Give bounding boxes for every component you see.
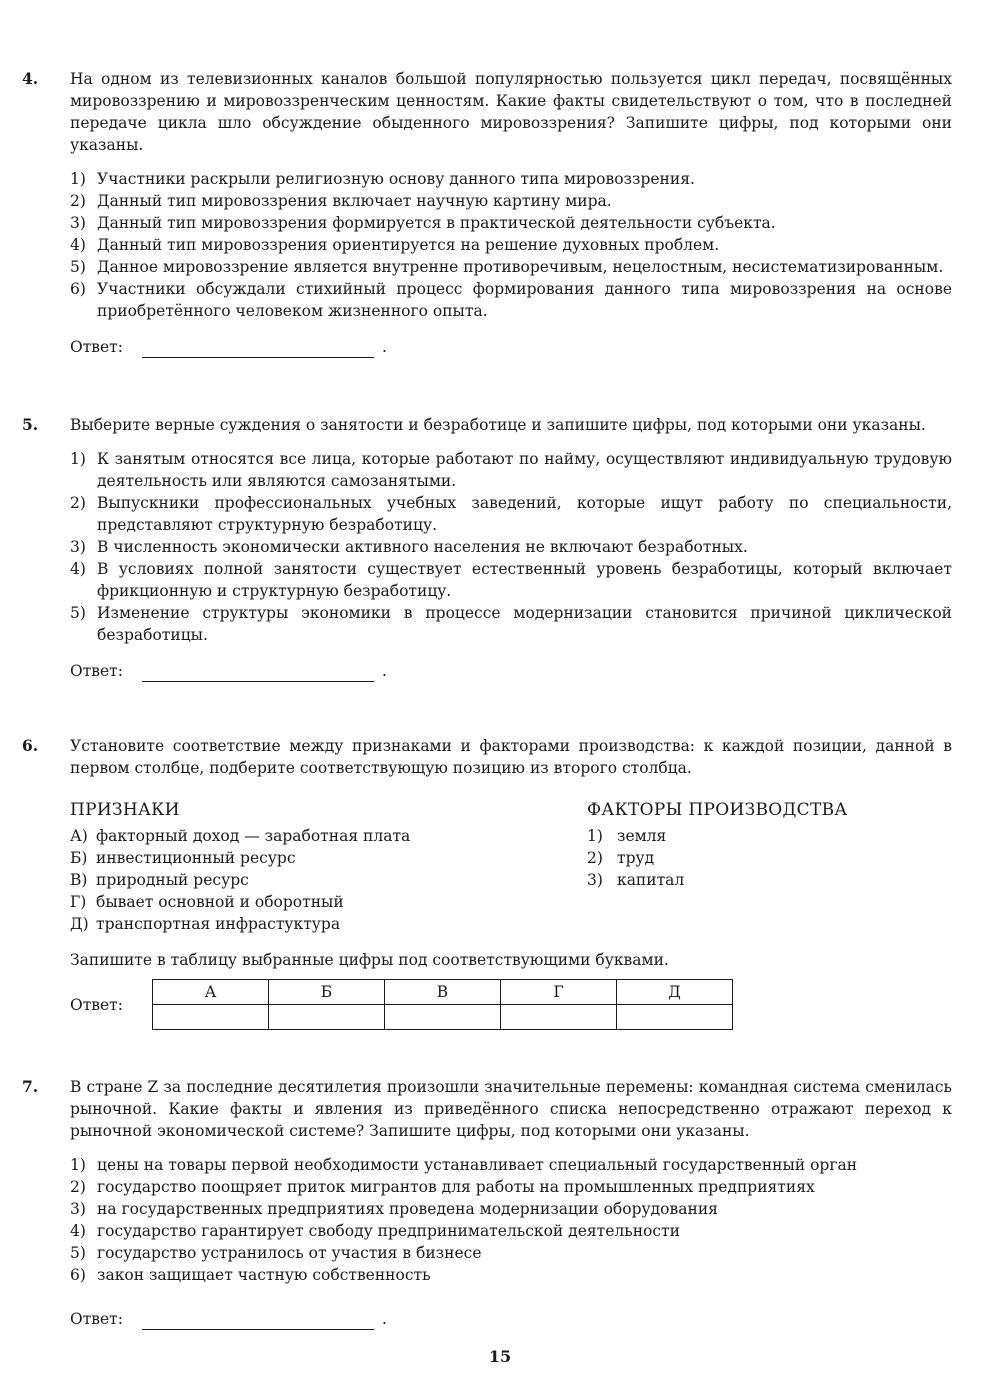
table-header-cell: Б bbox=[269, 980, 385, 1005]
answer-field[interactable] bbox=[142, 341, 374, 358]
matching-columns bbox=[70, 799, 952, 935]
answer-table-row bbox=[70, 979, 952, 1030]
feature-item: В) природный ресурс bbox=[70, 871, 249, 889]
option: 1) цены на товары первой необходимости устанавливает специальный государственный орган bbox=[70, 1156, 858, 1174]
answer-field[interactable] bbox=[142, 1313, 374, 1330]
answer-dot: . bbox=[382, 662, 387, 680]
table-instruction: Запишите в таблицу выбранные цифры под соответствующими буквами. bbox=[70, 951, 669, 969]
option: 3) Данный тип мировоззрения формируется в практической деятельности субъекта. bbox=[70, 214, 776, 232]
option: 1) К занятым относятся все лица, которые работают по найму, осуществляют индивидуальную трудовую деятельность или являются самозанятыми. bbox=[70, 450, 952, 490]
factor-item: 3) капитал bbox=[587, 871, 685, 889]
option: 6) закон защищает частную собственность bbox=[70, 1266, 431, 1284]
task-number: 5. bbox=[22, 415, 39, 434]
answer-row bbox=[70, 660, 952, 682]
answer-label: Ответ: bbox=[70, 1310, 123, 1328]
options-list bbox=[70, 448, 952, 646]
answer-label: Ответ: bbox=[70, 338, 123, 356]
answer-dot: . bbox=[382, 338, 387, 356]
answer-cell[interactable] bbox=[501, 1005, 617, 1030]
option: 5) Изменение структуры экономики в процессе модернизации становится причиной циклической безработицы. bbox=[70, 604, 952, 644]
feature-item: А) факторный доход — заработная плата bbox=[70, 827, 411, 845]
answer-cell[interactable] bbox=[153, 1005, 269, 1030]
option: 2) Данный тип мировоззрения включает научную картину мира. bbox=[70, 192, 612, 210]
option: 4) Данный тип мировоззрения ориентируется на решение духовных проблем. bbox=[70, 236, 720, 254]
task-7 bbox=[22, 1076, 952, 1330]
answer-dot: . bbox=[382, 1310, 387, 1328]
option: 2) Выпускники профессиональных учебных заведений, которые ищут работу по специальности, представляют структурную безработицу. bbox=[70, 494, 952, 534]
table-header-cell: А bbox=[153, 980, 269, 1005]
answer-field[interactable] bbox=[142, 665, 374, 682]
feature-item: Д) транспортная инфрастуктура bbox=[70, 915, 341, 933]
answer-cell[interactable] bbox=[269, 1005, 385, 1030]
task-number: 6. bbox=[22, 736, 39, 755]
answer-cell[interactable] bbox=[617, 1005, 733, 1030]
task-6 bbox=[22, 735, 952, 1030]
factors-column bbox=[587, 799, 952, 935]
answer-row bbox=[70, 336, 952, 358]
features-column bbox=[70, 799, 587, 935]
option: 1) Участники раскрыли религиозную основу данного типа мировоззрения. bbox=[70, 170, 695, 188]
features-header: ПРИЗНАКИ bbox=[70, 800, 180, 820]
factor-item: 1) земля bbox=[587, 827, 667, 845]
options-list bbox=[70, 168, 952, 322]
option: 2) государство поощряет приток мигрантов для работы на промышленных предприятиях bbox=[70, 1178, 815, 1196]
option: 5) Данное мировоззрение является внутренне противоречивым, нецелостным, несистематизированным. bbox=[70, 258, 944, 276]
option: 3) В численность экономически активного населения не включают безработных. bbox=[70, 538, 748, 556]
answer-label: Ответ: bbox=[70, 662, 123, 680]
task-stem: На одном из телевизионных каналов большой популярностью пользуется цикл передач, посвящённых мировоззрению и мировоззренческим ценностям. Какие факты свидетельствуют о том, что в последней передаче цикла шло обсуждение обыденного мировоззрения? Запишите цифры, под которыми они указаны. bbox=[70, 70, 952, 154]
option: 4) государство гарантирует свободу предпринимательской деятельности bbox=[70, 1222, 680, 1240]
table-header-cell: Г bbox=[501, 980, 617, 1005]
feature-item: Б) инвестиционный ресурс bbox=[70, 849, 296, 867]
task-number: 7. bbox=[22, 1077, 39, 1096]
factors-header: ФАКТОРЫ ПРОИЗВОДСТВА bbox=[587, 800, 848, 820]
task-number: 4. bbox=[22, 69, 39, 88]
task-stem: Выберите верные суждения о занятости и безработице и запишите цифры, под которыми они указаны. bbox=[70, 416, 926, 434]
options-list bbox=[70, 1154, 952, 1286]
table-header-cell: Д bbox=[617, 980, 733, 1005]
task-stem: Установите соответствие между признаками и факторами производства: к каждой позиции, данной в первом столбце, подберите соответствующую позицию из второго столбца. bbox=[70, 737, 952, 777]
option: 6) Участники обсуждали стихийный процесс формирования данного типа мировоззрения на основе приобретённого человеком жизненного опыта. bbox=[70, 280, 952, 320]
answer-cell[interactable] bbox=[385, 1005, 501, 1030]
answer-row bbox=[70, 1308, 952, 1330]
feature-item: Г) бывает основной и оборотный bbox=[70, 893, 344, 911]
answer-label: Ответ: bbox=[70, 995, 123, 1014]
task-stem: В стране Z за последние десятилетия произошли значительные перемены: командная система сменилась рыночной. Какие факты и явления из приведённого списка непосредственно отражают переход к рыночной экономической системе? Запишите цифры, под которыми они указаны. bbox=[70, 1078, 952, 1140]
option: 3) на государственных предприятиях проведена модернизации оборудования bbox=[70, 1200, 718, 1218]
table-header-cell: В bbox=[385, 980, 501, 1005]
task-4 bbox=[22, 68, 952, 358]
option: 5) государство устранилось от участия в бизнесе bbox=[70, 1244, 482, 1262]
page-number: 15 bbox=[488, 1347, 512, 1366]
task-5 bbox=[22, 414, 952, 682]
option: 4) В условиях полной занятости существует естественный уровень безработицы, который включает фрикционную и структурную безработицу. bbox=[70, 560, 952, 600]
answer-table bbox=[152, 979, 733, 1030]
factor-item: 2) труд bbox=[587, 849, 655, 867]
